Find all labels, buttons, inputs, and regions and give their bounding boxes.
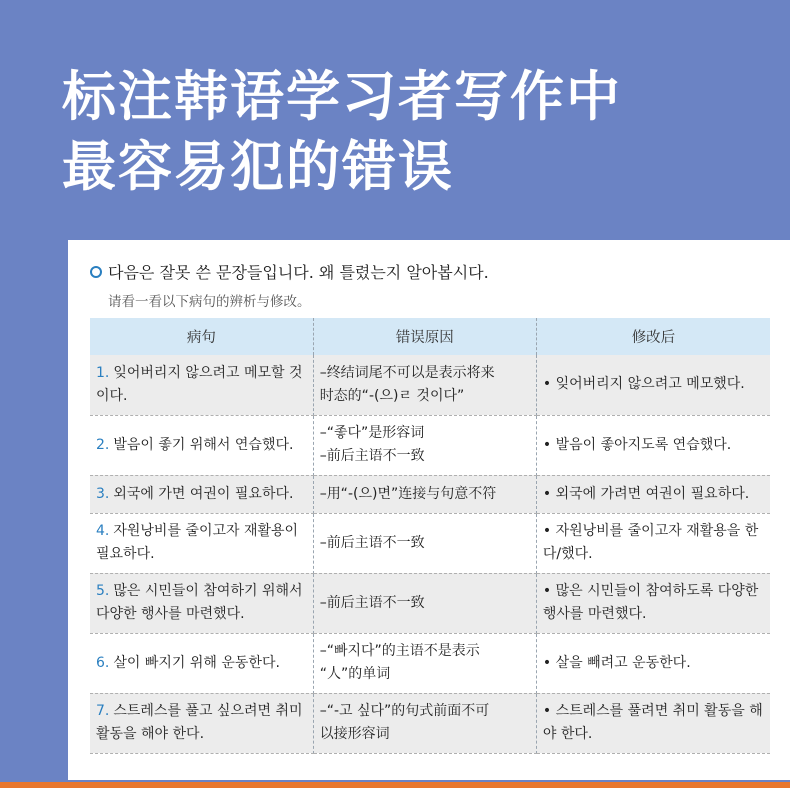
table-row — [90, 573, 770, 633]
error-reason-cell: –前后主语不一致 — [313, 573, 536, 633]
table-row — [90, 355, 770, 415]
wrong-sentence-cell — [90, 573, 313, 633]
error-reason-cell: –前后主语不一致 — [313, 513, 536, 573]
error-reason-cell: –“빠지다”的主语不是表示 “人”的单词 — [313, 633, 536, 693]
error-table — [90, 318, 770, 754]
table-row — [90, 415, 770, 475]
header-wrong-sentence: 病句 — [90, 318, 313, 355]
corrected-sentence-cell: • 잊어버리지 않으려고 메모했다. — [536, 355, 770, 415]
error-reason-cell: –终结词尾不可以是表示将来 时态的“-(으)ㄹ 것이다” — [313, 355, 536, 415]
corrected-sentence-cell: • 살을 빼려고 운동한다. — [536, 633, 770, 693]
row-number: 2. — [96, 436, 110, 453]
headline-line-2: 最容易犯的错误 — [62, 135, 454, 198]
corrected-sentence-cell: • 많은 시민들이 참여하도록 다양한 행사를 마련했다. — [536, 573, 770, 633]
table-row — [90, 513, 770, 573]
headline — [62, 62, 622, 202]
wrong-sentence: 발음이 좋기 위해서 연습했다. — [113, 436, 294, 453]
table-header-row — [90, 318, 770, 355]
corrected-sentence-cell: • 스트레스를 풀려면 취미 활동을 해야 한다. — [536, 693, 770, 753]
error-reason-cell: –“좋다”是形容词 –前后主语不一致 — [313, 415, 536, 475]
wrong-sentence-cell — [90, 633, 313, 693]
corrected-sentence-cell: • 외국에 가려면 여권이 필요하다. — [536, 475, 770, 513]
row-number: 3. — [96, 485, 110, 502]
wrong-sentence: 외국에 가면 여권이 필요하다. — [113, 485, 294, 502]
header-corrected: 修改后 — [536, 318, 770, 355]
bottom-accent-bar — [0, 782, 790, 788]
table-row — [90, 693, 770, 753]
row-number: 7. — [96, 703, 110, 719]
row-number: 5. — [96, 583, 110, 599]
instruction — [90, 260, 489, 283]
wrong-sentence-cell — [90, 415, 313, 475]
table-row — [90, 633, 770, 693]
corrected-sentence-cell: • 자원낭비를 줄이고자 재활용을 한다/했다. — [536, 513, 770, 573]
wrong-sentence-cell — [90, 355, 313, 415]
error-reason-cell: –“-고 싶다”的句式前面不可 以接形容词 — [313, 693, 536, 753]
wrong-sentence-cell — [90, 513, 313, 573]
row-number: 4. — [96, 523, 110, 539]
instruction-korean: 다음은 잘못 쓴 문장들입니다. 왜 틀렸는지 알아봅시다. — [108, 263, 489, 282]
wrong-sentence: 잊어버리지 않으려고 메모할 것이다. — [96, 364, 303, 404]
wrong-sentence: 살이 빠지기 위해 운동한다. — [113, 654, 280, 671]
wrong-sentence-cell — [90, 475, 313, 513]
wrong-sentence: 스트레스를 풀고 싶으려면 취미 활동을 해야 한다. — [96, 703, 303, 742]
instruction-chinese: 请看一看以下病句的辨析与修改。 — [108, 294, 311, 310]
header-error-reason: 错误原因 — [313, 318, 536, 355]
content-panel — [68, 240, 790, 780]
row-number: 6. — [96, 654, 110, 671]
headline-line-1: 标注韩语学习者写作中 — [62, 65, 622, 128]
wrong-sentence-cell — [90, 693, 313, 753]
table-row — [90, 475, 770, 513]
wrong-sentence: 많은 시민들이 참여하기 위해서 다양한 행사를 마련했다. — [96, 583, 303, 622]
error-reason-cell: –用“-(으)면”连接与句意不符 — [313, 475, 536, 513]
bullet-circle-icon — [90, 266, 102, 278]
row-number: 1. — [96, 364, 110, 381]
wrong-sentence: 자원낭비를 줄이고자 재활용이 필요하다. — [96, 523, 299, 562]
corrected-sentence-cell: • 발음이 좋아지도록 연습했다. — [536, 415, 770, 475]
